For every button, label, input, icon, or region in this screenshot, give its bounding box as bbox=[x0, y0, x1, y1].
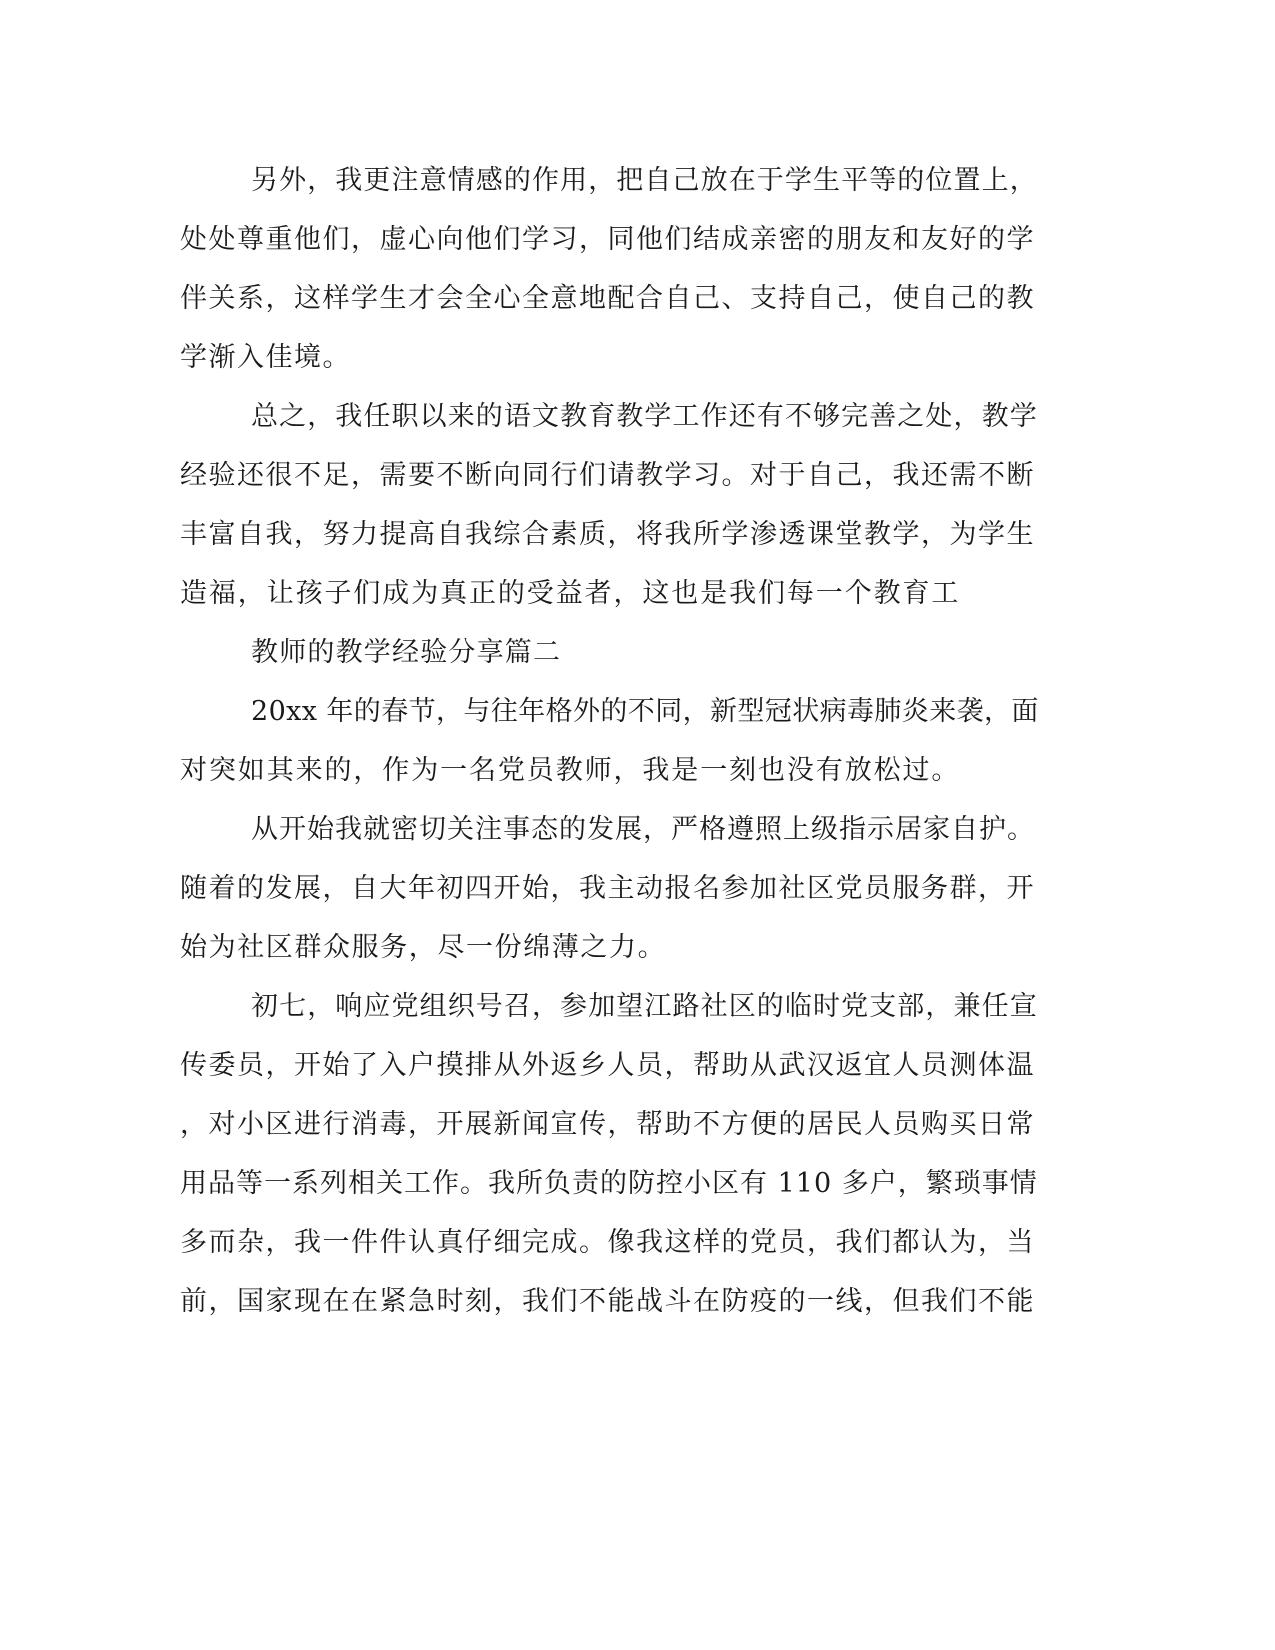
text-line: 用品等一系列相关工作。我所负责的防控小区有 110 多户，繁琐事情 bbox=[180, 1168, 1038, 1199]
text-line: 20xx 年的春节，与往年格外的不同，新型冠状病毒肺炎来袭，面 bbox=[251, 696, 1039, 727]
text-line: 初七，响应党组织号召，参加望江路社区的临时党支部，兼任宣 bbox=[251, 991, 1038, 1022]
text-line: 伴关系，这样学生才会全心全意地配合自己、支持自己，使自己的教 bbox=[180, 283, 1035, 314]
text-line: ，对小区进行消毒，开展新闻宣传，帮助不方便的居民人员购买日常 bbox=[180, 1109, 1035, 1140]
text-line: 传委员，开始了入户摸排从外返乡人员，帮助从武汉返宜人员测体温 bbox=[180, 1050, 1035, 1081]
text-line: 从开始我就密切关注事态的发展，严格遵照上级指示居家自护。 bbox=[251, 814, 1035, 845]
text-line: 学渐入佳境。 bbox=[180, 342, 351, 373]
text-line: 多而杂，我一件件认真仔细完成。像我这样的党员，我们都认为，当 bbox=[180, 1227, 1035, 1258]
text-line: 前，国家现在在紧急时刻，我们不能战斗在防疫的一线，但我们不能 bbox=[180, 1286, 1035, 1317]
text-line: 处处尊重他们，虚心向他们学习，同他们结成亲密的朋友和友好的学 bbox=[180, 224, 1035, 255]
text-line: 造福，让孩子们成为真正的受益者，这也是我们每一个教育工 bbox=[180, 578, 961, 609]
section-heading: 教师的教学经验分享篇二 bbox=[251, 637, 562, 668]
text-line: 对突如其来的，作为一名党员教师，我是一刻也没有放松过。 bbox=[180, 755, 961, 786]
text-line: 总之，我任职以来的语文教育教学工作还有不够完善之处，教学 bbox=[251, 401, 1038, 432]
text-line: 始为社区群众服务，尽一份绵薄之力。 bbox=[180, 932, 667, 963]
text-line: 丰富自我，努力提高自我综合素质，将我所学渗透课堂教学，为学生 bbox=[180, 519, 1035, 550]
text-line: 经验还很不足，需要不断向同行们请教学习。对于自己，我还需不断 bbox=[180, 460, 1035, 491]
text-line: 随着的发展，自大年初四开始，我主动报名参加社区党员服务群，开 bbox=[180, 873, 1035, 904]
text-line: 另外，我更注意情感的作用，把自己放在于学生平等的位置上， bbox=[251, 165, 1038, 196]
